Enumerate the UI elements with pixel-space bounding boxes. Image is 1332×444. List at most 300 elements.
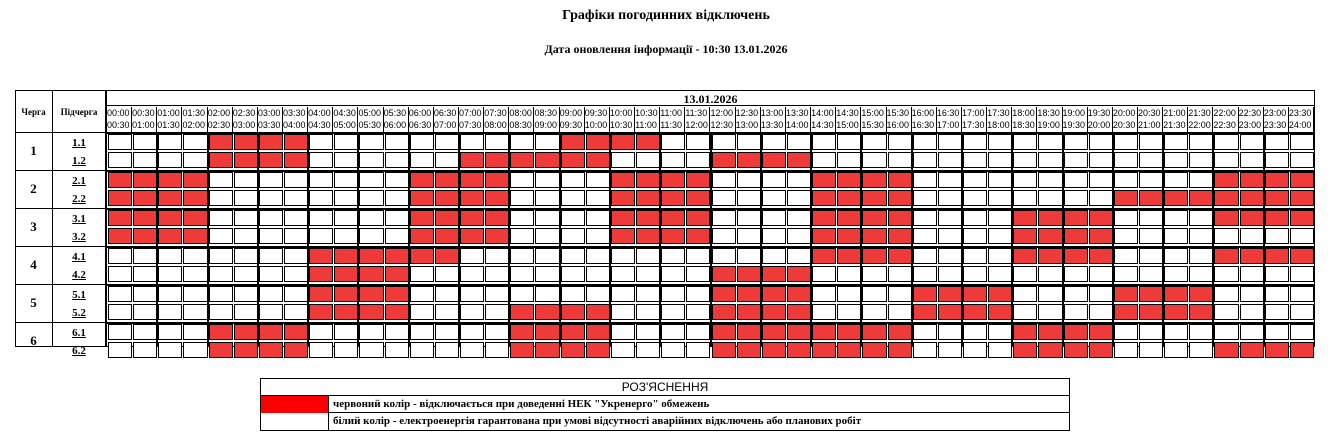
- schedule-cell: [1265, 228, 1289, 244]
- schedule-cell: [1139, 286, 1163, 302]
- schedule-cell: [661, 286, 685, 302]
- schedule-cell: [309, 266, 333, 282]
- hour-separator: [1162, 133, 1164, 347]
- schedule-cell: [410, 304, 434, 320]
- schedule-cell: [988, 266, 1012, 282]
- schedule-cell: [1064, 266, 1088, 282]
- schedule-cell: [837, 152, 861, 168]
- schedule-cell: [661, 152, 685, 168]
- schedule-cell: [611, 134, 635, 150]
- schedule-cell: [1114, 228, 1138, 244]
- time-slot-end: 01:30: [157, 120, 180, 130]
- time-slot-start: 15:00: [861, 108, 884, 118]
- time-slot-header: [1063, 107, 1088, 133]
- schedule-cell: [183, 286, 207, 302]
- schedule-cell: [787, 210, 811, 226]
- schedule-cell: [1290, 210, 1314, 226]
- schedule-cell: [435, 266, 459, 282]
- time-slot-start: 06:00: [408, 108, 432, 118]
- schedule-cell: [1114, 286, 1138, 302]
- schedule-cell: [535, 134, 559, 150]
- schedule-cell: [535, 190, 559, 206]
- schedule-cell: [183, 324, 207, 340]
- schedule-cell: [1265, 210, 1289, 226]
- schedule-cell: [1214, 286, 1238, 302]
- schedule-cell: [988, 190, 1012, 206]
- queue-label: 6: [30, 333, 37, 348]
- schedule-cell: [485, 286, 509, 302]
- schedule-cell: [259, 304, 283, 320]
- schedule-cell: [1189, 228, 1213, 244]
- schedule-cell: [1038, 324, 1062, 340]
- schedule-cell: [1013, 152, 1037, 168]
- schedule-cell: [988, 248, 1012, 264]
- schedule-cell: [837, 248, 861, 264]
- schedule-cell: [1164, 304, 1188, 320]
- schedule-cell: [712, 134, 736, 150]
- schedule-cell: [1189, 152, 1213, 168]
- time-slot-start: 09:30: [584, 108, 608, 118]
- schedule-cell: [259, 228, 283, 244]
- schedule-cell: [1114, 152, 1138, 168]
- schedule-cell: [510, 248, 534, 264]
- time-slot-header: [836, 107, 861, 133]
- schedule-cell: [1189, 190, 1213, 206]
- time-slot-end: 15:00: [836, 120, 859, 130]
- schedule-cell: [1089, 324, 1113, 340]
- time-slot-header: [459, 107, 484, 133]
- schedule-cell: [385, 152, 409, 168]
- schedule-cell: [485, 266, 509, 282]
- schedule-cell: [988, 324, 1012, 340]
- schedule-cell: [1013, 248, 1037, 264]
- schedule-cell: [158, 134, 182, 150]
- schedule-cell: [510, 152, 534, 168]
- page-title: Графіки погодинних відключень: [562, 8, 770, 23]
- time-slot-end: 05:00: [333, 120, 356, 130]
- schedule-cell: [1240, 324, 1264, 340]
- schedule-cell: [913, 248, 937, 264]
- schedule-cell: [460, 266, 484, 282]
- schedule-cell: [183, 304, 207, 320]
- schedule-cell: [183, 152, 207, 168]
- time-slot-end: 10:30: [609, 120, 633, 130]
- time-slot-header: [786, 107, 811, 133]
- schedule-cell: [561, 228, 585, 244]
- hour-separator: [156, 133, 158, 347]
- schedule-cell: [234, 342, 258, 358]
- schedule-cell: [837, 210, 861, 226]
- hour-separator: [860, 133, 862, 347]
- schedule-cell: [259, 134, 283, 150]
- schedule-cell: [1139, 190, 1163, 206]
- schedule-cell: [485, 190, 509, 206]
- schedule-cell: [1214, 324, 1238, 340]
- schedule-cell: [938, 342, 962, 358]
- schedule-cell: [837, 172, 861, 188]
- time-slot-header: [987, 107, 1012, 133]
- schedule-cell: [209, 228, 233, 244]
- schedule-cell: [284, 304, 308, 320]
- schedule-cell: [636, 286, 660, 302]
- schedule-cell: [1064, 324, 1088, 340]
- schedule-cell: [636, 152, 660, 168]
- time-slot-header: [861, 107, 886, 133]
- hour-separator: [659, 133, 661, 347]
- time-slot-start: 23:00: [1263, 108, 1287, 118]
- schedule-cell: [510, 134, 534, 150]
- schedule-cell: [661, 266, 685, 282]
- schedule-cell: [1164, 190, 1188, 206]
- time-slot-end: 08:00: [484, 120, 507, 130]
- schedule-cell: [787, 286, 811, 302]
- time-slot-start: 16:30: [936, 108, 960, 118]
- subqueue-label: 1.2: [72, 154, 86, 167]
- schedule-cell: [611, 190, 635, 206]
- schedule-cell: [963, 342, 987, 358]
- schedule-cell: [460, 324, 484, 340]
- schedule-cell: [686, 228, 710, 244]
- schedule-cell: [359, 172, 383, 188]
- schedule-cell: [1240, 304, 1264, 320]
- schedule-cell: [787, 248, 811, 264]
- schedule-cell: [561, 266, 585, 282]
- hour-separator: [760, 133, 762, 347]
- schedule-cell: [359, 210, 383, 226]
- schedule-cell: [1164, 228, 1188, 244]
- schedule-cell: [888, 342, 912, 358]
- schedule-cell: [1089, 266, 1113, 282]
- schedule-cell: [812, 172, 836, 188]
- time-slot-header: [660, 107, 685, 133]
- schedule-cell: [410, 190, 434, 206]
- schedule-cell: [133, 228, 157, 244]
- schedule-cell: [737, 228, 761, 244]
- schedule-cell: [259, 152, 283, 168]
- schedule-cell: [259, 324, 283, 340]
- schedule-cell: [385, 134, 409, 150]
- schedule-cell: [209, 152, 233, 168]
- schedule-cell: [385, 324, 409, 340]
- time-slot-end: 06:00: [383, 120, 407, 130]
- queue-label: 5: [30, 295, 37, 310]
- time-slot-header: [585, 107, 610, 133]
- schedule-cell: [963, 286, 987, 302]
- schedule-cell: [1139, 228, 1163, 244]
- schedule-cell: [862, 324, 886, 340]
- schedule-cell: [334, 172, 358, 188]
- schedule-cell: [1038, 152, 1062, 168]
- schedule-cell: [762, 342, 786, 358]
- time-slot-header: [962, 107, 987, 133]
- schedule-cell: [586, 172, 610, 188]
- schedule-cell: [1013, 228, 1037, 244]
- schedule-cell: [636, 190, 660, 206]
- schedule-cell: [913, 134, 937, 150]
- schedule-cell: [158, 190, 182, 206]
- schedule-cell: [963, 134, 987, 150]
- hour-separator: [508, 133, 510, 347]
- schedule-cell: [1089, 304, 1113, 320]
- time-slot-end: 03:00: [232, 120, 256, 130]
- schedule-cell: [133, 190, 157, 206]
- subqueue-label: 5.2: [72, 306, 86, 319]
- schedule-cell: [1139, 172, 1163, 188]
- time-slot-header: [1113, 107, 1138, 133]
- schedule-cell: [636, 248, 660, 264]
- schedule-cell: [334, 190, 358, 206]
- schedule-cell: [712, 152, 736, 168]
- schedule-cell: [108, 190, 132, 206]
- schedule-cell: [410, 266, 434, 282]
- time-slot-start: 22:30: [1238, 108, 1262, 118]
- schedule-cell: [913, 190, 937, 206]
- time-slot-end: 17:00: [936, 120, 960, 130]
- schedule-cell: [913, 152, 937, 168]
- schedule-cell: [158, 266, 182, 282]
- schedule-cell: [1189, 134, 1213, 150]
- hour-separator: [1112, 133, 1114, 347]
- schedule-cell: [1139, 342, 1163, 358]
- schedule-cell: [284, 266, 308, 282]
- schedule-cell: [661, 324, 685, 340]
- schedule-cell: [385, 172, 409, 188]
- hour-separator: [710, 133, 712, 347]
- schedule-cell: [1089, 172, 1113, 188]
- schedule-cell: [1114, 172, 1138, 188]
- time-slot-start: 20:00: [1112, 108, 1136, 118]
- schedule-cell: [1265, 172, 1289, 188]
- schedule-cell: [988, 134, 1012, 150]
- schedule-cell: [1164, 248, 1188, 264]
- schedule-cell: [510, 172, 534, 188]
- schedule-cell: [636, 228, 660, 244]
- schedule-cell: [1064, 228, 1088, 244]
- schedule-cell: [812, 304, 836, 320]
- schedule-cell: [183, 266, 207, 282]
- schedule-cell: [762, 286, 786, 302]
- schedule-cell: [712, 304, 736, 320]
- schedule-cell: [1164, 210, 1188, 226]
- schedule-cell: [561, 304, 585, 320]
- schedule-cell: [284, 190, 308, 206]
- schedule-cell: [158, 324, 182, 340]
- schedule-cell: [611, 210, 635, 226]
- subqueue-label: 6.2: [72, 344, 86, 357]
- schedule-cell: [636, 342, 660, 358]
- schedule-cell: [963, 210, 987, 226]
- schedule-cell: [737, 286, 761, 302]
- schedule-cell: [158, 152, 182, 168]
- schedule-cell: [485, 228, 509, 244]
- schedule-cell: [1164, 286, 1188, 302]
- schedule-cell: [485, 304, 509, 320]
- schedule-cell: [535, 152, 559, 168]
- schedule-cell: [888, 248, 912, 264]
- time-slot-end: 20:30: [1112, 120, 1136, 130]
- schedule-cell: [284, 210, 308, 226]
- schedule-cell: [712, 190, 736, 206]
- time-slot-start: 07:30: [484, 108, 507, 118]
- time-slot-start: 17:30: [987, 108, 1010, 118]
- schedule-cell: [108, 172, 132, 188]
- schedule-cell: [309, 172, 333, 188]
- time-slot-start: 13:30: [785, 108, 809, 118]
- schedule-cell: [762, 266, 786, 282]
- schedule-cell: [1089, 248, 1113, 264]
- time-slot-start: 11:30: [685, 108, 708, 118]
- legend-swatch-red: [261, 396, 329, 413]
- schedule-cell: [234, 210, 258, 226]
- schedule-cell: [636, 266, 660, 282]
- schedule-cell: [385, 304, 409, 320]
- time-slot-start: 10:00: [609, 108, 633, 118]
- schedule-cell: [888, 228, 912, 244]
- schedule-cell: [158, 210, 182, 226]
- time-slot-header: [308, 107, 333, 133]
- schedule-cell: [686, 210, 710, 226]
- schedule-cell: [234, 172, 258, 188]
- schedule-cell: [988, 172, 1012, 188]
- schedule-cell: [209, 266, 233, 282]
- time-slot-start: 01:30: [182, 108, 205, 118]
- schedule-cell: [1038, 190, 1062, 206]
- legend-text-white: білий колір - електроенергія гарантована при умові відсутності аварійних відключень або планових робіт: [333, 415, 862, 427]
- schedule-cell: [787, 228, 811, 244]
- schedule-cell: [963, 228, 987, 244]
- schedule-cell: [661, 248, 685, 264]
- schedule-cell: [460, 228, 484, 244]
- schedule-cell: [938, 172, 962, 188]
- time-slot-end: 21:00: [1137, 120, 1161, 130]
- schedule-cell: [410, 152, 434, 168]
- schedule-cell: [913, 304, 937, 320]
- schedule-cell: [410, 172, 434, 188]
- schedule-cell: [611, 248, 635, 264]
- schedule-cell: [1164, 342, 1188, 358]
- schedule-cell: [1290, 266, 1314, 282]
- time-slot-end: 00:30: [107, 120, 130, 130]
- time-slot-header: [1012, 107, 1037, 133]
- schedule-cell: [1265, 342, 1289, 358]
- subqueue-label: 5.1: [72, 288, 86, 301]
- schedule-cell: [561, 324, 585, 340]
- hour-separator: [207, 133, 209, 347]
- time-slot-end: 23:30: [1263, 120, 1287, 130]
- schedule-cell: [359, 134, 383, 150]
- schedule-cell: [1064, 342, 1088, 358]
- time-slot-header: [509, 107, 534, 133]
- schedule-cell: [787, 190, 811, 206]
- schedule-cell: [686, 266, 710, 282]
- schedule-cell: [259, 190, 283, 206]
- schedule-cell: [510, 266, 534, 282]
- schedule-cell: [234, 324, 258, 340]
- schedule-cell: [1240, 342, 1264, 358]
- schedule-cell: [712, 266, 736, 282]
- schedule-cell: [888, 210, 912, 226]
- schedule-cell: [1189, 172, 1213, 188]
- time-slot-start: 23:30: [1288, 108, 1312, 118]
- schedule-cell: [334, 304, 358, 320]
- subqueue-label: 3.2: [72, 230, 86, 243]
- schedule-cell: [586, 152, 610, 168]
- schedule-cell: [586, 248, 610, 264]
- schedule-cell: [460, 172, 484, 188]
- schedule-cell: [737, 134, 761, 150]
- schedule-cell: [812, 342, 836, 358]
- time-slot-header: [484, 107, 509, 133]
- schedule-cell: [1240, 248, 1264, 264]
- schedule-cell: [938, 210, 962, 226]
- schedule-cell: [183, 190, 207, 206]
- schedule-cell: [1064, 134, 1088, 150]
- schedule-cell: [1139, 152, 1163, 168]
- schedule-cell: [988, 342, 1012, 358]
- schedule-cell: [1290, 228, 1314, 244]
- time-slot-header: [258, 107, 283, 133]
- time-slot-header: [560, 107, 585, 133]
- schedule-cell: [1064, 248, 1088, 264]
- schedule-cell: [1265, 324, 1289, 340]
- schedule-cell: [1265, 304, 1289, 320]
- time-slot-header: [937, 107, 962, 133]
- schedule-cell: [888, 304, 912, 320]
- time-slot-end: 15:30: [861, 120, 884, 130]
- schedule-cell: [1064, 152, 1088, 168]
- subqueue-header: Підчерга: [60, 107, 98, 117]
- schedule-cell: [535, 172, 559, 188]
- schedule-cell: [661, 134, 685, 150]
- schedule-cell: [762, 152, 786, 168]
- schedule-cell: [1240, 190, 1264, 206]
- schedule-cell: [1265, 266, 1289, 282]
- subqueue-label: 4.2: [72, 268, 86, 281]
- schedule-cell: [888, 324, 912, 340]
- schedule-cell: [435, 134, 459, 150]
- time-slot-start: 05:30: [383, 108, 407, 118]
- time-slot-header: [685, 107, 710, 133]
- schedule-cell: [1265, 286, 1289, 302]
- schedule-cell: [586, 210, 610, 226]
- time-slot-header: [208, 107, 233, 133]
- schedule-cell: [108, 266, 132, 282]
- schedule-cell: [334, 266, 358, 282]
- schedule-cell: [1164, 172, 1188, 188]
- schedule-cell: [611, 152, 635, 168]
- schedule-cell: [762, 324, 786, 340]
- schedule-cell: [385, 266, 409, 282]
- schedule-cell: [586, 134, 610, 150]
- schedule-cell: [284, 324, 308, 340]
- schedule-cell: [158, 228, 182, 244]
- schedule-cell: [259, 210, 283, 226]
- time-slot-end: 18:30: [1012, 120, 1035, 130]
- subqueue-label: 3.1: [72, 212, 86, 225]
- time-slot-end: 09:30: [559, 120, 583, 130]
- subqueue-label: 4.1: [72, 250, 86, 263]
- schedule-cell: [712, 248, 736, 264]
- schedule-cell: [259, 342, 283, 358]
- legend-swatch-white: [261, 413, 329, 430]
- schedule-cell: [359, 266, 383, 282]
- schedule-cell: [1064, 286, 1088, 302]
- time-slot-header: [736, 107, 761, 133]
- schedule-cell: [410, 134, 434, 150]
- schedule-cell: [988, 228, 1012, 244]
- schedule-cell: [561, 190, 585, 206]
- hour-separator: [559, 133, 561, 347]
